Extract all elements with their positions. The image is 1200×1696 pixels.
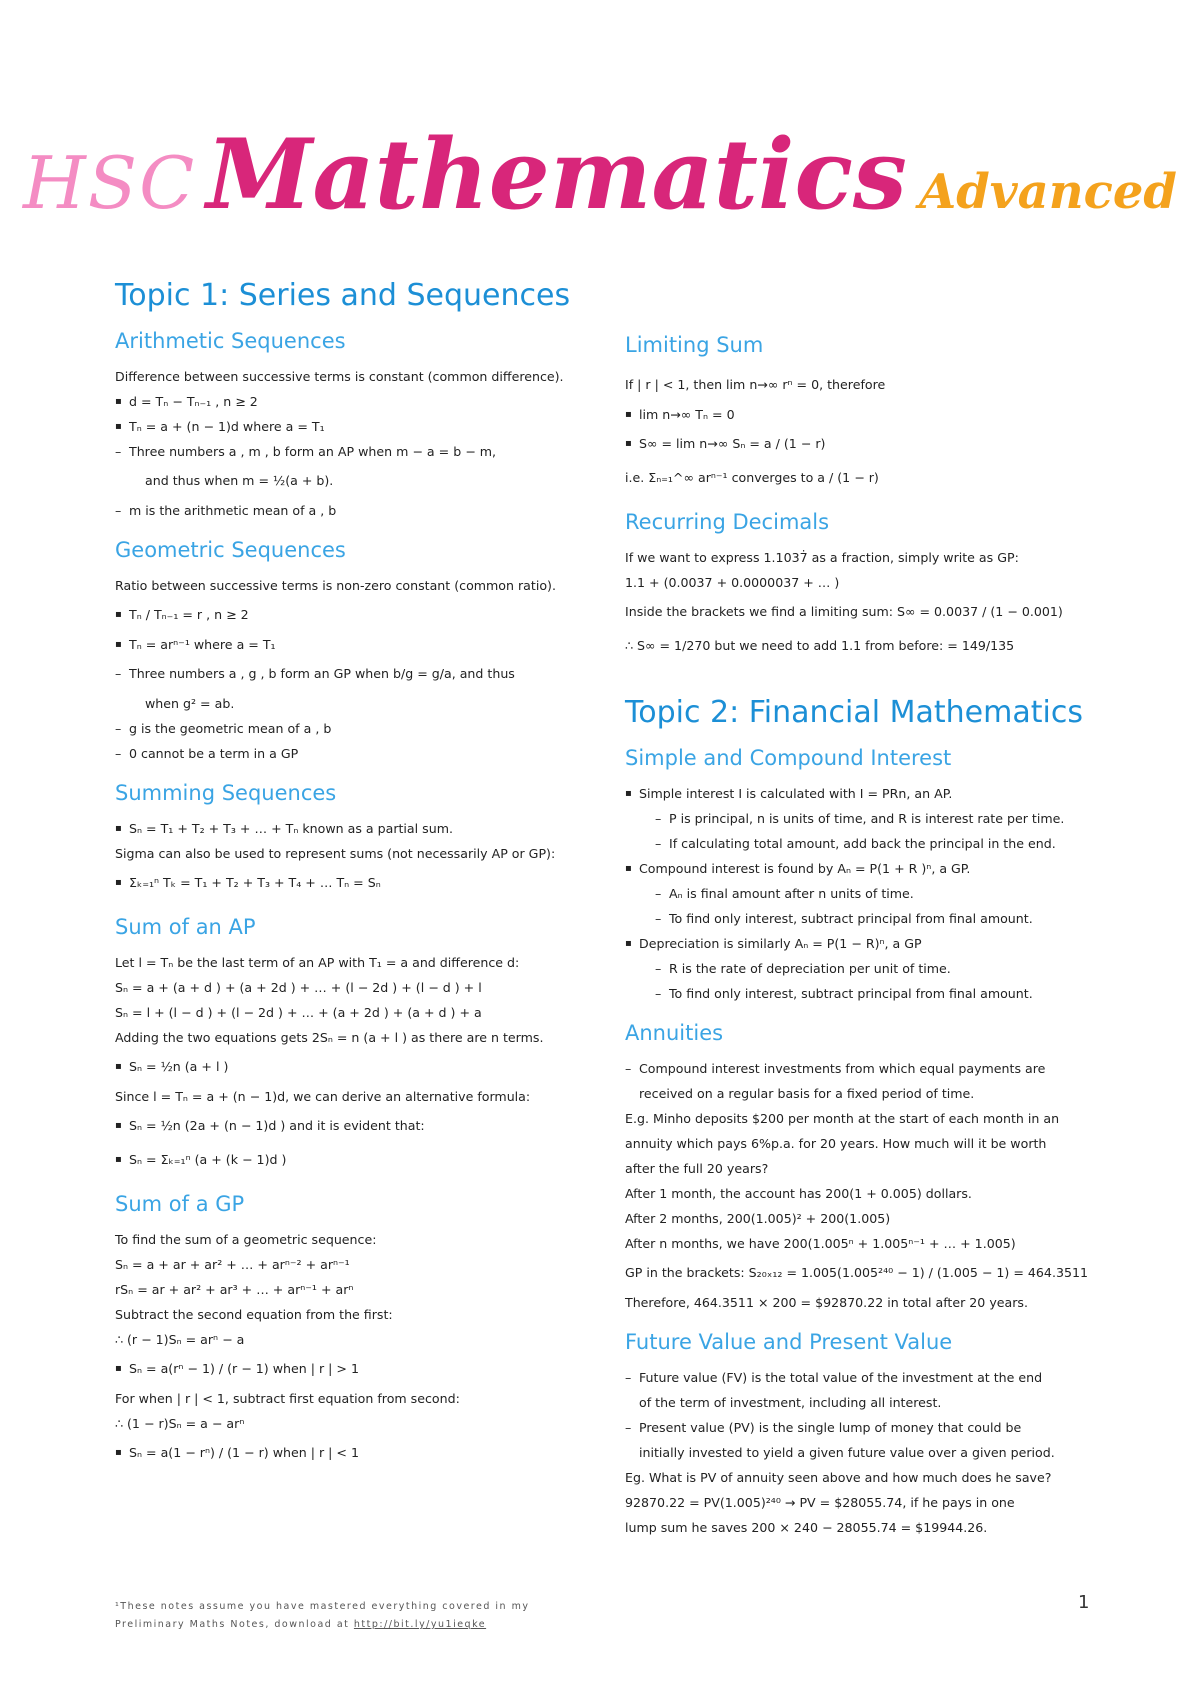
section-heading: Annuities <box>625 1021 724 1045</box>
section-heading: Simple and Compound Interest <box>625 746 952 770</box>
text-line: After 1 month, the account has 200(1 + 0.005) dollars. <box>625 1186 972 1201</box>
dash-item: – P is principal, n is units of time, and R is interest rate per time. <box>625 806 1095 831</box>
bullet-item: ▪ Compound interest is found by Aₙ = P(1 + R )ⁿ, a GP. <box>625 856 1095 881</box>
dash-item: – Three numbers a , m , b form an AP when m − a = b − m, <box>115 439 590 464</box>
text-line: Difference between successive terms is constant (common difference). <box>115 369 564 384</box>
bullet-item: ▪ Sₙ = Σₖ₌₁ⁿ (a + (k − 1)d ) <box>115 1143 590 1177</box>
bullet-item: ▪ Sₙ = a(rⁿ − 1) / (r − 1) when | r | > 1 <box>115 1352 590 1386</box>
bullet-item: ▪ S∞ = lim n→∞ Sₙ = a / (1 − r) <box>625 427 1095 461</box>
dash-item: – Aₙ is final amount after n units of time. <box>625 881 1095 906</box>
topic-2-label: Topic 2: <box>625 695 740 730</box>
topic-2-name: Financial Mathematics <box>748 695 1083 730</box>
text-line: ∴ (r − 1)Sₙ = arⁿ − a <box>115 1332 245 1347</box>
text-line: after the full 20 years? <box>625 1161 769 1176</box>
dash-item: – R is the rate of depreciation per unit of time. <box>625 956 1095 981</box>
footnote-prefix: Preliminary Maths Notes, download at <box>115 1619 354 1630</box>
topic-1-name: Series and Sequences <box>238 278 571 313</box>
text-line: 1.1 + (0.0037 + 0.0000037 + … ) <box>625 575 840 590</box>
page-number: 1 <box>1078 1592 1090 1613</box>
text-line: i.e. Σₙ₌₁^∞ arⁿ⁻¹ converges to a / (1 − r) <box>625 470 879 485</box>
bullet-item: ▪ Tₙ / Tₙ₋₁ = r , n ≥ 2 <box>115 598 590 632</box>
text-line: Inside the brackets we find a limiting sum: S∞ = 0.0037 / (1 − 0.001) <box>625 604 1063 619</box>
text-line: Let l = Tₙ be the last term of an AP with T₁ = a and difference d: <box>115 955 520 970</box>
text-line: GP in the brackets: S₂₀ₓ₁₂ = 1.005(1.005²⁴⁰ − 1) / (1.005 − 1) = 464.3511 <box>625 1265 1088 1280</box>
bullet-item: ▪ Tₙ = a + (n − 1)d where a = T₁ <box>115 414 590 439</box>
bullet-item: ▪ d = Tₙ − Tₙ₋₁ , n ≥ 2 <box>115 389 590 414</box>
section-heading: Arithmetic Sequences <box>115 329 346 353</box>
bullet-item: ▪ Sₙ = ½n (a + l ) <box>115 1050 590 1084</box>
right-column <box>625 332 1095 1540</box>
text-line: ∴ S∞ = 1/270 but we need to add 1.1 from before: = 149/135 <box>625 638 1015 653</box>
text-line: rSₙ = ar + ar² + ar³ + … + arⁿ⁻¹ + arⁿ <box>115 1282 354 1297</box>
bullet-item: ▪ Sₙ = ½n (2a + (n − 1)d ) and it is evident that: <box>115 1109 590 1143</box>
dash-item: – To find only interest, subtract principal from final amount. <box>625 906 1095 931</box>
topic-1-label: Topic 1: <box>115 278 230 313</box>
title-mathematics: Mathematics <box>206 118 907 231</box>
text-line: After n months, we have 200(1.005ⁿ + 1.005ⁿ⁻¹ + … + 1.005) <box>625 1236 1016 1251</box>
topic-2-heading <box>625 695 1095 731</box>
text-line: Sigma can also be used to represent sums (not necessarily AP or GP): <box>115 846 556 861</box>
text-line: received on a regular basis for a fixed period of time. <box>639 1086 975 1101</box>
dash-item: – 0 cannot be a term in a GP <box>115 741 590 766</box>
dash-item: – Three numbers a , g , b form an GP when b/g = g/a, and thus <box>115 657 590 691</box>
title-hsc: HSC <box>22 141 197 225</box>
section-heading: Summing Sequences <box>115 781 337 805</box>
bullet-item: ▪ Σₖ₌₁ⁿ Tₖ = T₁ + T₂ + T₃ + T₄ + … Tₙ = Sₙ <box>115 866 590 900</box>
section-heading: Sum of an AP <box>115 915 256 939</box>
page-title <box>0 118 1200 231</box>
text-line: 92870.22 = PV(1.005)²⁴⁰ → PV = $28055.74, if he pays in one <box>625 1495 1015 1510</box>
section-heading: Limiting Sum <box>625 333 764 357</box>
text-line: Adding the two equations gets 2Sₙ = n (a + l ) as there are n terms. <box>115 1030 544 1045</box>
text-line: If | r | < 1, then lim n→∞ rⁿ = 0, therefore <box>625 377 886 392</box>
text-line: E.g. Minho deposits $200 per month at the start of each month in an <box>625 1111 1060 1126</box>
bullet-item: ▪ Sₙ = T₁ + T₂ + T₃ + … + Tₙ known as a partial sum. <box>115 816 590 841</box>
bullet-item: ▪ Simple interest I is calculated with I = PRn, an AP. <box>625 781 1095 806</box>
text-line: After 2 months, 200(1.005)² + 200(1.005) <box>625 1211 891 1226</box>
text-line: initially invested to yield a given future value over a given period. <box>639 1445 1055 1460</box>
text-line: Sₙ = a + (a + d ) + (a + 2d ) + … + (l − 2d ) + (l − d ) + l <box>115 980 482 995</box>
dash-item: – g is the geometric mean of a , b <box>115 716 590 741</box>
text-line: lump sum he saves 200 × 240 − 28055.74 = $19944.26. <box>625 1520 988 1535</box>
section-heading: Future Value and Present Value <box>625 1330 953 1354</box>
text-line: Eg. What is PV of annuity seen above and how much does he save? <box>625 1470 1052 1485</box>
bullet-item: ▪ Sₙ = a(1 − rⁿ) / (1 − r) when | r | < 1 <box>115 1436 590 1470</box>
bullet-item: ▪ lim n→∞ Tₙ = 0 <box>625 402 1095 427</box>
bullet-item: ▪ Tₙ = arⁿ⁻¹ where a = T₁ <box>115 632 590 657</box>
bullet-item: ▪ Depreciation is similarly Aₙ = P(1 − R)ⁿ, a GP <box>625 931 1095 956</box>
text-line: Since l = Tₙ = a + (n − 1)d, we can derive an alternative formula: <box>115 1089 531 1104</box>
text-line: when g² = ab. <box>145 696 235 711</box>
dash-item: – Future value (FV) is the total value of the investment at the end <box>625 1365 1095 1390</box>
text-line: Therefore, 464.3511 × 200 = $92870.22 in total after 20 years. <box>625 1295 1028 1310</box>
section-heading: Recurring Decimals <box>625 510 830 534</box>
dash-item: – m is the arithmetic mean of a , b <box>115 498 590 523</box>
topic-1-heading <box>115 278 590 314</box>
text-line: and thus when m = ½(a + b). <box>145 473 334 488</box>
dash-item: – Present value (PV) is the single lump of money that could be <box>625 1415 1095 1440</box>
text-line: Subtract the second equation from the first: <box>115 1307 393 1322</box>
dash-item: – If calculating total amount, add back the principal in the end. <box>625 831 1095 856</box>
title-advanced: Advanced <box>918 164 1177 220</box>
section-heading: Sum of a GP <box>115 1192 245 1216</box>
text-line: If we want to express 1.1037̇ as a fraction, simply write as GP: <box>625 550 1019 565</box>
text-line: ∴ (1 − r)Sₙ = a − arⁿ <box>115 1416 245 1431</box>
text-line: For when | r | < 1, subtract first equation from second: <box>115 1391 460 1406</box>
section-heading: Geometric Sequences <box>115 538 346 562</box>
text-line: annuity which pays 6%p.a. for 20 years. How much will it be worth <box>625 1136 1047 1151</box>
text-line: of the term of investment, including all interest. <box>639 1395 942 1410</box>
text-line: Ratio between successive terms is non-zero constant (common ratio). <box>115 578 556 593</box>
text-line: Sₙ = l + (l − d ) + (l − 2d ) + … + (a + 2d ) + (a + d ) + a <box>115 1005 482 1020</box>
dash-item: – Compound interest investments from which equal payments are <box>625 1056 1095 1081</box>
left-column <box>115 278 590 1470</box>
footnote-link[interactable]: http://bit.ly/yu1ieqke <box>353 1619 487 1630</box>
footnote <box>115 1598 529 1634</box>
dash-item: – To find only interest, subtract principal from final amount. <box>625 981 1095 1006</box>
text-line: Sₙ = a + ar + ar² + … + arⁿ⁻² + arⁿ⁻¹ <box>115 1257 350 1272</box>
footnote-line-2 <box>115 1616 529 1634</box>
text-line: To find the sum of a geometric sequence: <box>115 1232 377 1247</box>
footnote-line-1: ¹These notes assume you have mastered everything covered in my <box>115 1601 530 1612</box>
